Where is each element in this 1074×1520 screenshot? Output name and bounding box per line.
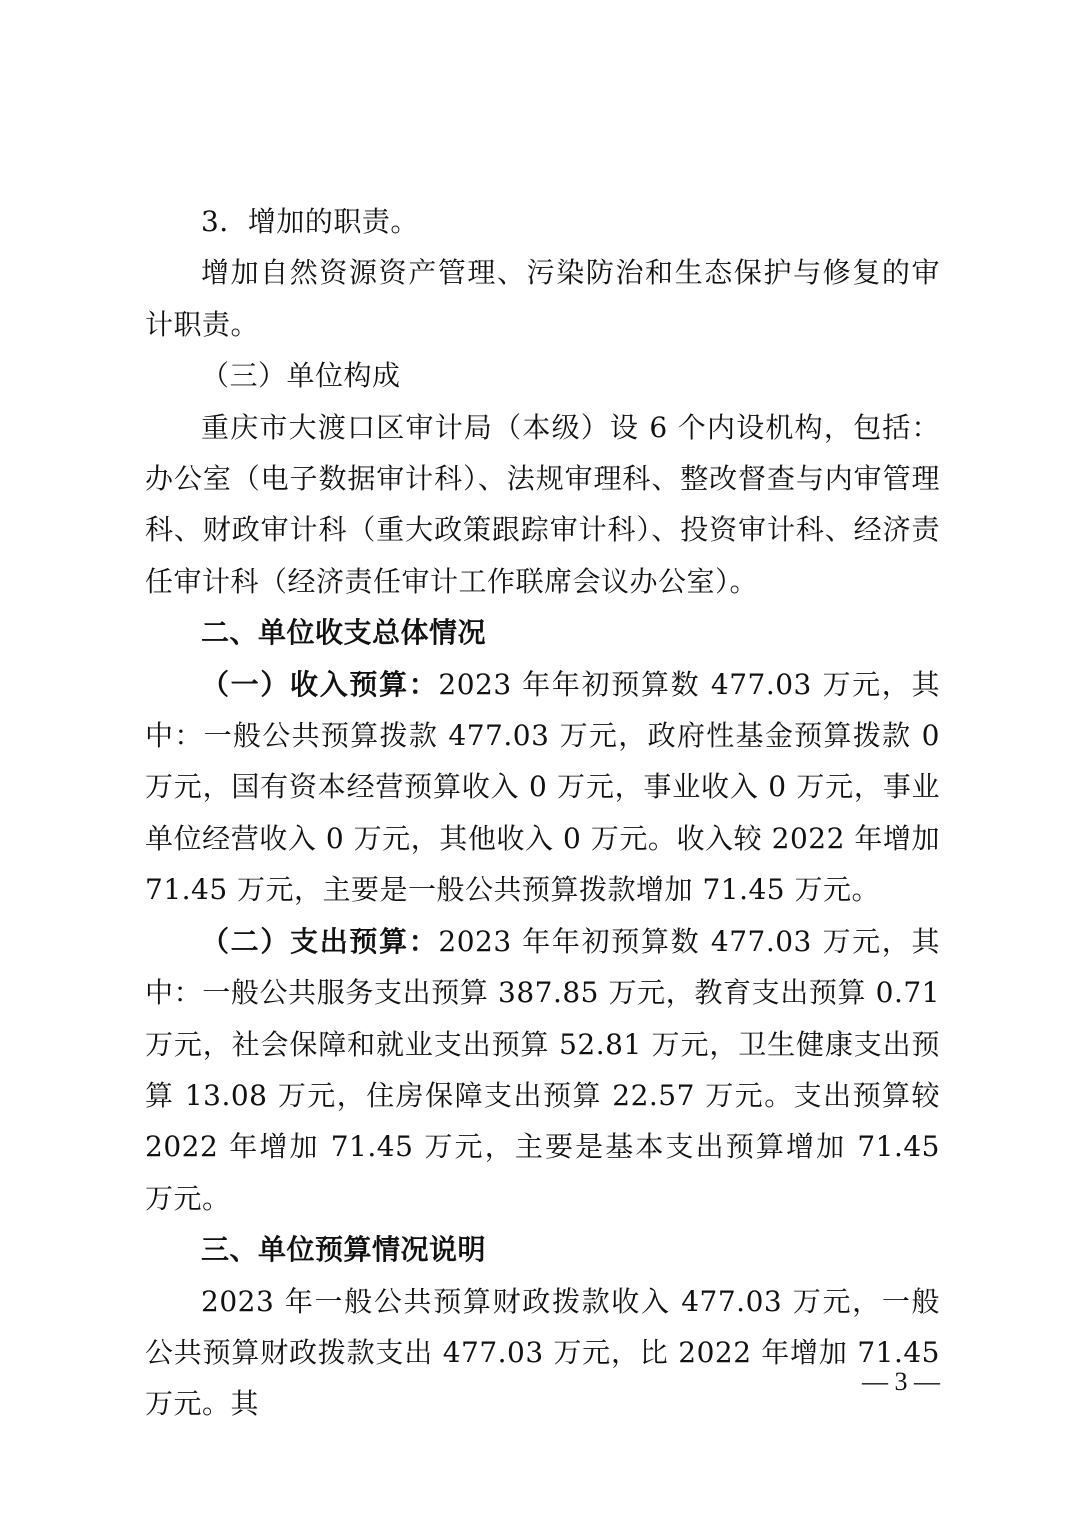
paragraph-text: （三）单位构成 xyxy=(201,359,401,393)
paragraph-text: 增加自然资源资产管理、污染防治和生态保护与修复的审计职责。 xyxy=(145,256,940,341)
paragraph-unit-composition-title xyxy=(145,350,940,401)
paragraph-added-duties xyxy=(145,247,940,350)
heading-text: 三、单位预算情况说明 xyxy=(201,1233,487,1267)
section-heading-budget-explanation xyxy=(145,1224,940,1275)
paragraph-text: 3．增加的职责。 xyxy=(201,205,419,238)
paragraph-lead: （一）收入预算： xyxy=(201,667,439,701)
paragraph-added-duties-title xyxy=(145,196,940,247)
document-body xyxy=(145,196,940,1430)
heading-text: 二、单位收支总体情况 xyxy=(201,616,487,650)
paragraph-text: 2023 年一般公共预算财政拨款收入 477.03 万元，一般公共预算财政拨款支出 477.03 万元，比 2022 年增加 71.45 万元。其 xyxy=(145,1284,940,1421)
page-number: — 3 — xyxy=(862,1367,940,1396)
paragraph-text: 重庆市大渡口区审计局（本级）设 6 个内设机构，包括：办公室（电子数据审计科）、法规审理科、整改督查与内审管理科、财政审计科（重大政策跟踪审计科）、投资审计科、经济责任审计科（经济责任审计工作联席会议办公室）。 xyxy=(145,410,940,598)
paragraph-unit-composition xyxy=(145,402,940,608)
paragraph-budget-explanation xyxy=(145,1276,940,1430)
paragraph-lead: （二）支出预算： xyxy=(201,924,439,958)
paragraph-text: 2023 年年初预算数 477.03 万元，其中：一般公共服务支出预算 387.85 万元，教育支出预算 0.71 万元，社会保障和就业支出预算 52.81 万元，卫生健康支出预算 13.08 万元，住房保障支出预算 22.57 万元。支出预算较 2022 年增加 71.45 万元，主要是基本支出预算增加 71.45 万元。 xyxy=(145,924,940,1215)
paragraph-expenditure-budget xyxy=(145,916,940,1224)
paragraph-text: 2023 年年初预算数 477.03 万元，其中：一般公共预算拨款 477.03 万元，政府性基金预算拨款 0 万元，国有资本经营预算收入 0 万元，事业收入 0 万元，事业单位经营收入 0 万元，其他收入 0 万元。收入较 2022 年增加 71.45 万元，主要是一般公共预算拨款增加 71.45 万元。 xyxy=(145,667,940,907)
section-heading-overall-budget xyxy=(145,607,940,658)
paragraph-income-budget xyxy=(145,659,940,916)
